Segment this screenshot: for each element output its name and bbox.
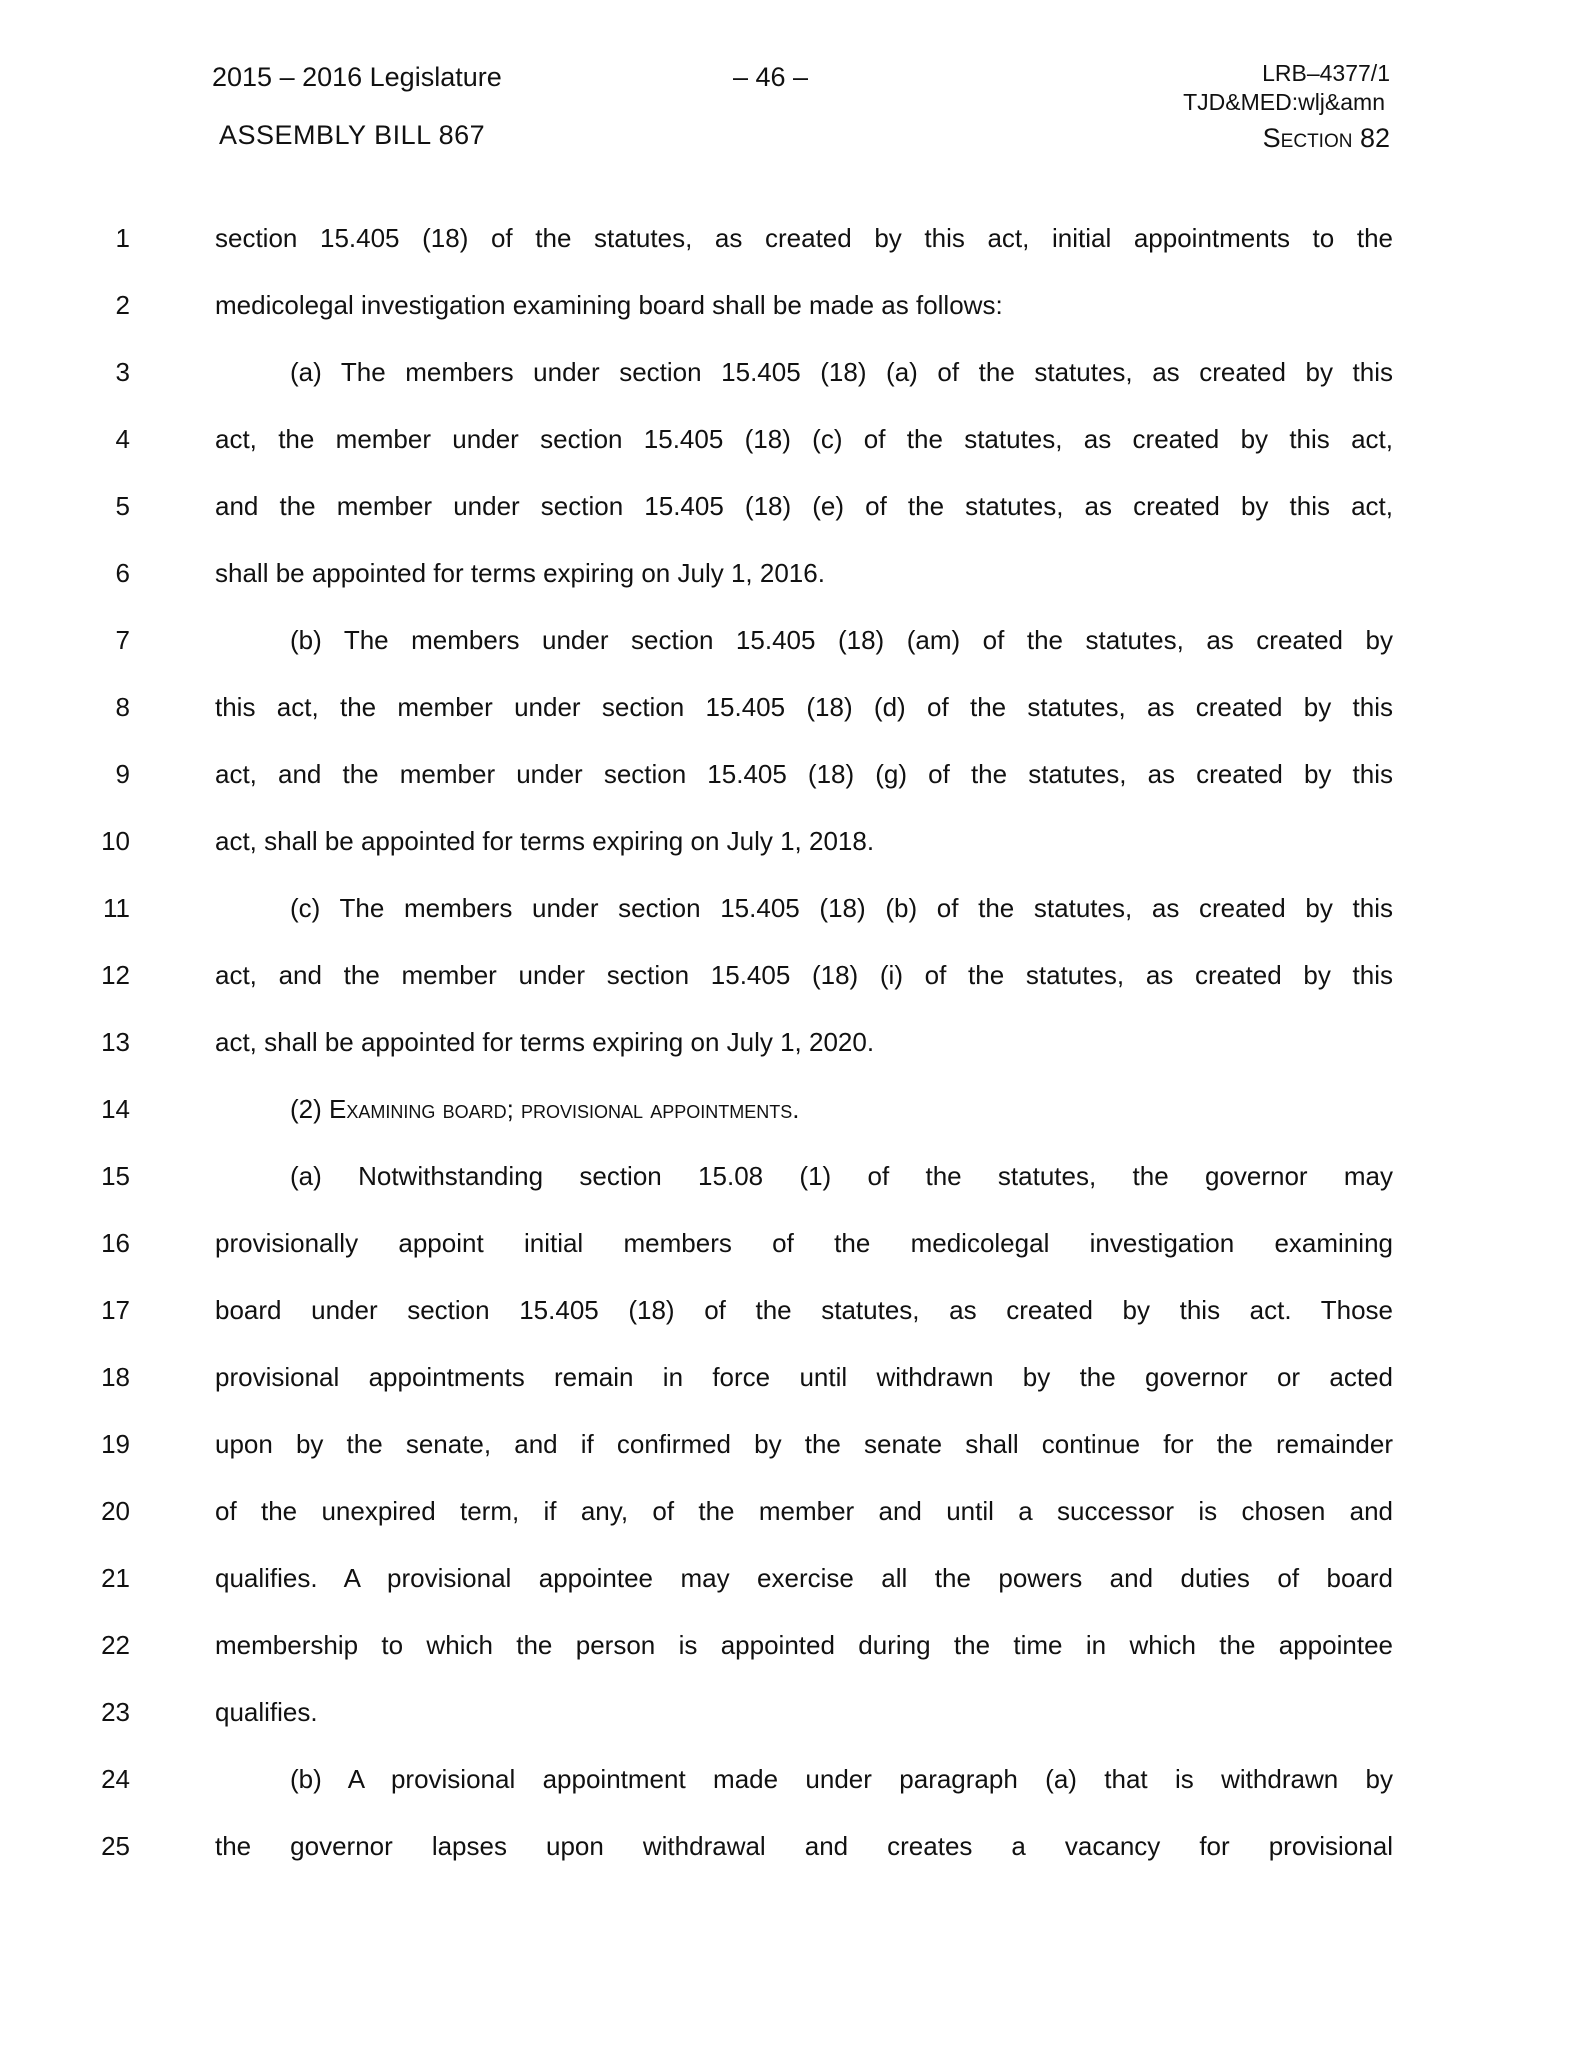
line-number: 6 (115, 558, 130, 588)
text-line: qualifies. (215, 1697, 318, 1727)
line-number: 9 (115, 759, 130, 789)
text-line: (a) Notwithstanding section 15.08 (1) of the statutes, the governor may (290, 1161, 1393, 1191)
line-number: 22 (101, 1630, 130, 1660)
line-number: 4 (115, 424, 130, 454)
text-line: provisional appointments remain in force until withdrawn by the governor or acted (215, 1362, 1393, 1392)
text-line: the governor lapses upon withdrawal and creates a vacancy for provisional (215, 1831, 1393, 1861)
line-number: 1 (115, 223, 130, 253)
line-number: 16 (101, 1228, 130, 1258)
text-line: membership to which the person is appointed during the time in which the appointee (215, 1630, 1393, 1660)
lrb-number: LRB–4377/1 (1262, 60, 1390, 86)
line-number: 12 (101, 960, 130, 990)
text-line: board under section 15.405 (18) of the statutes, as created by this act. Those (215, 1295, 1393, 1325)
line-number: 24 (101, 1764, 130, 1794)
line-number: 8 (115, 692, 130, 722)
text-line: medicolegal investigation examining board shall be made as follows: (215, 290, 1003, 320)
line-number: 19 (101, 1429, 130, 1459)
line-number: 25 (101, 1831, 130, 1861)
line-number: 20 (101, 1496, 130, 1526)
line-number: 23 (101, 1697, 130, 1727)
text-line: act, and the member under section 15.405 (18) (g) of the statutes, as created by this (215, 759, 1393, 789)
text-line: act, shall be appointed for terms expiring on July 1, 2018. (215, 826, 875, 856)
section-label: Section 82 (1262, 123, 1390, 153)
text-line: (a) The members under section 15.405 (18) (a) of the statutes, as created by this (290, 357, 1393, 387)
line-number: 14 (101, 1094, 130, 1124)
text-line: and the member under section 15.405 (18) (e) of the statutes, as created by this act, (215, 491, 1393, 521)
line-number: 15 (101, 1161, 130, 1191)
text-line: (b) The members under section 15.405 (18) (am) of the statutes, as created by (290, 625, 1393, 655)
text-line: qualifies. A provisional appointee may exercise all the powers and duties of board (215, 1563, 1393, 1593)
text-line: section 15.405 (18) of the statutes, as created by this act, initial appointments to the (215, 223, 1393, 253)
text-line: act, the member under section 15.405 (18) (c) of the statutes, as created by this act, (215, 424, 1393, 454)
drafter-initials: TJD&MED:wlj&amn (1183, 89, 1385, 115)
text-line: provisionally appoint initial members of the medicolegal investigation examining (215, 1228, 1393, 1258)
text-line: (c) The members under section 15.405 (18) (b) of the statutes, as created by this (290, 893, 1393, 923)
line-number: 10 (101, 826, 130, 856)
text-line: of the unexpired term, if any, of the member and until a successor is chosen and (215, 1496, 1393, 1526)
text-line: act, shall be appointed for terms expiring on July 1, 2020. (215, 1027, 875, 1057)
text-line: act, and the member under section 15.405 (18) (i) of the statutes, as created by this (215, 960, 1393, 990)
line-number: 7 (115, 625, 130, 655)
text-line: upon by the senate, and if confirmed by the senate shall continue for the remainder (215, 1429, 1393, 1459)
line-number: 5 (115, 491, 130, 521)
line-number: 17 (101, 1295, 130, 1325)
bill-title: ASSEMBLY BILL 867 (219, 120, 486, 150)
subsection-heading: (2) Examining board; provisional appointments. (290, 1094, 800, 1124)
line-number: 11 (103, 893, 130, 923)
page-number: – 46 – (733, 62, 809, 92)
line-number: 13 (101, 1027, 130, 1057)
text-line: shall be appointed for terms expiring on July 1, 2016. (215, 558, 825, 588)
text-line: this act, the member under section 15.405 (18) (d) of the statutes, as created by this (215, 692, 1393, 722)
line-number: 18 (101, 1362, 130, 1392)
text-line: (b) A provisional appointment made under paragraph (a) that is withdrawn by (290, 1764, 1393, 1794)
line-number: 2 (115, 290, 130, 320)
line-number: 21 (101, 1563, 130, 1593)
legislature-session: 2015 – 2016 Legislature (212, 62, 502, 92)
line-number: 3 (115, 357, 130, 387)
